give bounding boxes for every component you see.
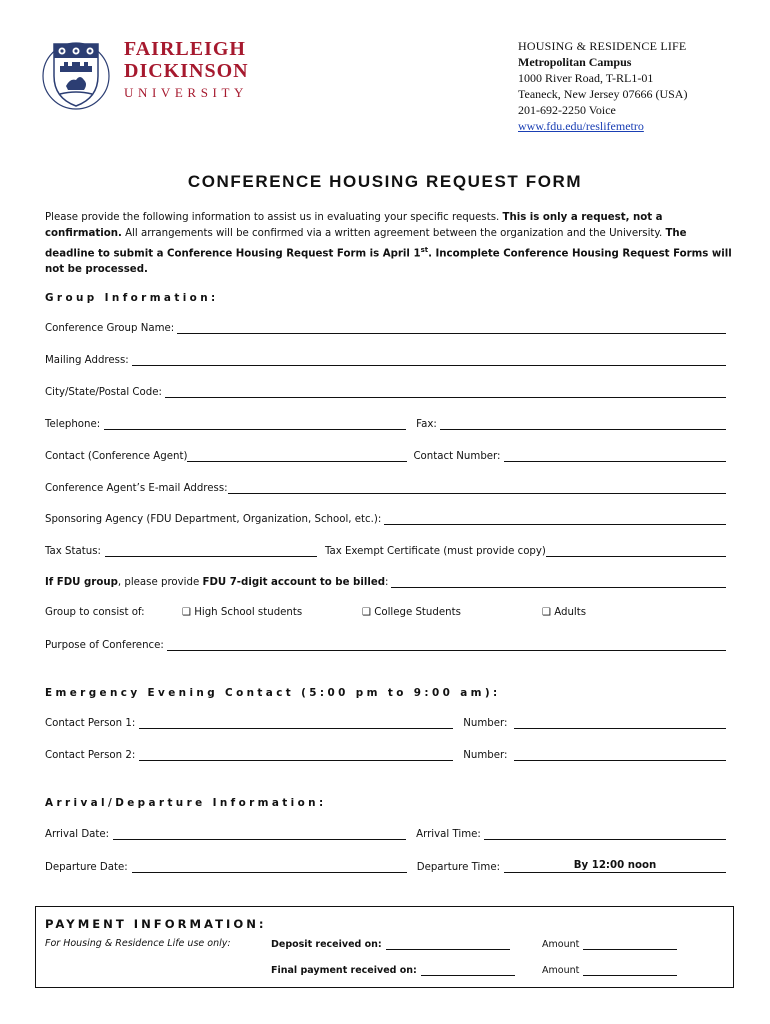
deposit-amount-label: Amount — [542, 939, 580, 950]
intro-bold-1: This is only a request, not a confirmation. — [45, 212, 663, 239]
option-college[interactable] — [362, 607, 542, 618]
department-name: HOUSING & RESIDENCE LIFE — [518, 39, 687, 53]
departure-row — [45, 860, 726, 873]
agent-email-label: Conference Agent’s E-mail Address: — [45, 483, 228, 494]
adults-checkbox-icon[interactable]: ❑ — [542, 607, 551, 618]
payment-office-note: For Housing & Residence Life use only: — [45, 938, 231, 949]
fdu-account-field[interactable] — [391, 576, 726, 588]
sponsoring-agency-field[interactable] — [384, 513, 726, 525]
group-consist-row — [45, 607, 726, 618]
arrival-date-label: Arrival Date: — [45, 829, 110, 840]
deposit-amount-field[interactable] — [583, 938, 677, 950]
city-state-postal-label: City/State/Postal Code: — [45, 387, 162, 398]
telephone-label: Telephone: — [45, 419, 101, 430]
deposit-amount-row — [542, 938, 677, 950]
contact-person-2-label: Contact Person 2: — [45, 750, 136, 761]
final-payment-date-field[interactable] — [421, 964, 515, 976]
contact-person-2-number-field[interactable] — [514, 749, 726, 761]
telephone-field[interactable] — [104, 418, 406, 430]
contact-person-2-number-label: Number: — [463, 750, 508, 761]
logo-line-1: FAIRLEIGH — [124, 38, 246, 60]
intro-superscript: st — [420, 246, 429, 254]
college-checkbox-icon[interactable]: ❑ — [362, 607, 371, 618]
deposit-label: Deposit received on: — [271, 939, 382, 950]
contact-number-label: Contact Number: — [413, 451, 501, 462]
logo-wordmark — [124, 38, 249, 102]
fax-field[interactable] — [440, 418, 726, 430]
contact-person-1-label: Contact Person 1: — [45, 718, 136, 729]
tax-exempt-label: Tax Exempt Certificate (must provide copy) — [324, 546, 546, 557]
street-address: 1000 River Road, T-RL1-01 — [518, 71, 654, 85]
arrival-row — [45, 828, 726, 840]
tax-status-label: Tax Status: — [45, 546, 101, 557]
departure-date-label: Departure Date: — [45, 862, 128, 873]
fdu-account-row — [45, 576, 726, 588]
conference-group-name-field[interactable] — [177, 322, 726, 334]
final-amount-label: Amount — [542, 965, 580, 976]
fdu-logo — [40, 36, 270, 116]
fax-label: Fax: — [416, 419, 437, 430]
departure-time-label: Departure Time: — [416, 862, 501, 873]
final-amount-field[interactable] — [583, 964, 677, 976]
college-label: College Students — [374, 607, 461, 618]
conference-group-name-row — [45, 322, 726, 334]
purpose-label: Purpose of Conference: — [45, 640, 164, 651]
conference-group-name-label: Conference Group Name: — [45, 323, 175, 334]
high-school-checkbox-icon[interactable]: ❑ — [182, 607, 191, 618]
arrival-date-field[interactable] — [113, 828, 406, 840]
campus-name: Metropolitan Campus — [518, 55, 632, 69]
contact-person-1-number-label: Number: — [463, 718, 508, 729]
arrival-departure-heading: Arrival/Departure Information: — [45, 797, 327, 809]
contact-person-1-number-field[interactable] — [514, 717, 726, 729]
arrival-time-label: Arrival Time: — [416, 829, 481, 840]
high-school-label: High School students — [194, 607, 303, 618]
phone-number: 201-692-2250 Voice — [518, 103, 616, 117]
purpose-row — [45, 639, 726, 651]
emergency-contact-heading: Emergency Evening Contact (5:00 pm to 9:00 am): — [45, 687, 501, 699]
sponsoring-agency-label: Sponsoring Agency (FDU Department, Organization, School, etc.): — [45, 514, 382, 525]
option-adults[interactable] — [542, 607, 586, 618]
telephone-fax-row — [45, 418, 726, 430]
fdu-group-label: If FDU group — [45, 577, 118, 588]
fdu-account-colon: : — [385, 577, 389, 588]
tax-exempt-field[interactable] — [546, 545, 726, 557]
contact-person-2-row — [45, 749, 726, 761]
city-state-postal-row — [45, 386, 726, 398]
fdu-group-mid-text: , please provide — [117, 577, 203, 588]
final-payment-row — [271, 964, 515, 976]
payment-info-box — [35, 906, 734, 988]
intro-text-1: Please provide the following information to assist us in evaluating your specific requests. — [45, 212, 503, 223]
adults-label: Adults — [554, 607, 587, 618]
tax-status-field[interactable] — [105, 545, 317, 557]
purpose-field[interactable] — [167, 639, 726, 651]
arrival-time-field[interactable] — [484, 828, 726, 840]
contact-agent-field[interactable] — [187, 450, 407, 462]
mailing-address-label: Mailing Address: — [45, 355, 129, 366]
logo-line-2: DICKINSON — [124, 60, 249, 82]
sponsoring-agency-row — [45, 513, 726, 525]
agent-email-field[interactable] — [228, 482, 726, 494]
final-amount-row — [542, 964, 677, 976]
deposit-date-field[interactable] — [386, 938, 510, 950]
website-link[interactable]: www.fdu.edu/reslifemetro — [518, 119, 644, 133]
contact-person-2-field[interactable] — [139, 749, 453, 761]
intro-text-2: All arrangements will be confirmed via a written agreement between the organization and the University. — [121, 228, 666, 239]
fdu-account-label: FDU 7-digit account to be billed — [202, 577, 386, 588]
final-payment-label: Final payment received on: — [271, 965, 417, 976]
payment-info-heading: PAYMENT INFORMATION: — [45, 917, 267, 931]
departure-date-field[interactable] — [132, 861, 407, 873]
contact-agent-label: Contact (Conference Agent) — [45, 451, 188, 462]
mailing-address-field[interactable] — [132, 354, 726, 366]
departure-time-field[interactable]: By 12:00 noon — [504, 860, 726, 873]
agent-email-row — [45, 482, 726, 494]
group-consist-label: Group to consist of: — [45, 607, 145, 618]
option-high-school[interactable] — [182, 607, 362, 618]
tax-status-row — [45, 545, 726, 557]
intro-paragraph — [45, 210, 735, 278]
intro-bold-3: . Incomplete Conference Housing Request Forms will not be processed. — [45, 248, 732, 276]
deposit-row — [271, 938, 510, 950]
logo-line-3: UNIVERSITY — [124, 85, 248, 100]
contact-person-1-field[interactable] — [139, 717, 453, 729]
fdu-seal-icon — [40, 36, 120, 116]
mailing-address-row — [45, 354, 726, 366]
contact-number-field[interactable] — [504, 450, 727, 462]
contact-person-1-row — [45, 717, 726, 729]
form-title: CONFERENCE HOUSING REQUEST FORM — [187, 172, 583, 191]
city-address: Teaneck, New Jersey 07666 (USA) — [518, 87, 688, 101]
office-address — [518, 38, 687, 134]
intro-bold-2: The deadline to submit a Conference Housing Request Form is April 1 — [45, 228, 687, 260]
contact-agent-row — [45, 450, 726, 462]
group-info-heading: Group Information: — [45, 292, 219, 304]
city-state-postal-field[interactable] — [165, 386, 726, 398]
